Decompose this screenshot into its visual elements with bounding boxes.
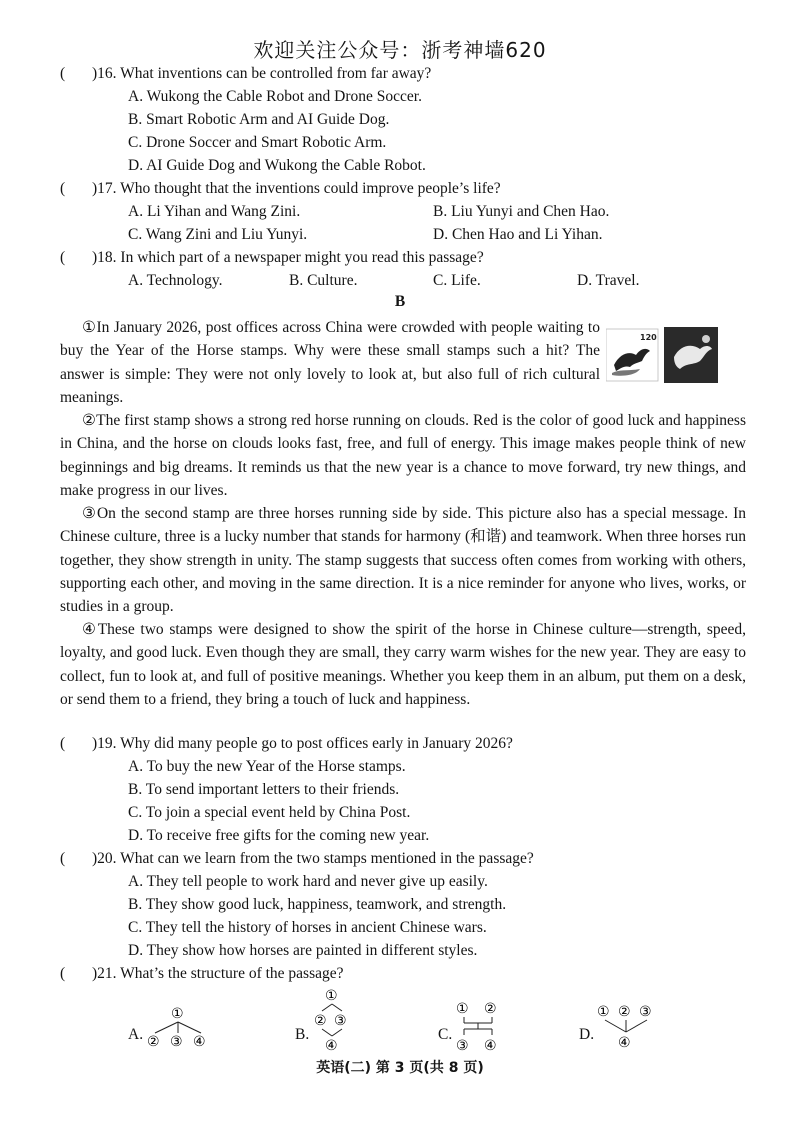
- node-1: ①: [171, 1006, 184, 1022]
- question-21-stem: 21. What’s the structure of the passage?: [97, 965, 344, 982]
- horse-stamps-image: [606, 327, 718, 383]
- page-header: 欢迎关注公众号：浙考神墙620: [253, 38, 547, 62]
- question-17-stem: 17. Who thought that the inventions could improve people’s life?: [97, 180, 501, 197]
- node-2: ②: [147, 1034, 160, 1050]
- q17-option-d: D. Chen Hao and Li Yihan.: [433, 226, 603, 243]
- passage-paragraph-4: ④These two stamps were designed to show the spirit of the horse in Chinese culture—strength, speed, loyalty, and good luck. Even though they are small, they carry warm wishes for the new year. They are easy to collect, fun to look at, and full of positive meanings. Whether you keep them in an album, put them on a desk, or send them to a friend, they bring a touch of luck and happiness.: [60, 621, 746, 708]
- node-4: ④: [193, 1034, 206, 1050]
- q21-option-b-label: B.: [295, 1026, 310, 1043]
- question-17: ( )17. Who thought that the inventions could improve people’s life?: [60, 178, 501, 200]
- question-16: ( )16. What inventions can be controlled from far away?: [60, 63, 431, 85]
- question-20: ( )20. What can we learn from the two stamps mentioned in the passage?: [60, 848, 534, 870]
- q19-option-c: C. To join a special event held by China Post.: [128, 804, 411, 821]
- moon-figure: [702, 335, 710, 343]
- answer-blank[interactable]: (: [60, 180, 66, 197]
- structure-diagram-a: [145, 1002, 215, 1052]
- node-3: ③: [334, 1013, 347, 1029]
- q20-option-d: D. They show how horses are painted in different styles.: [128, 942, 478, 959]
- question-16-stem: 16. What inventions can be controlled from far away?: [97, 65, 432, 82]
- answer-blank[interactable]: (: [60, 249, 66, 266]
- q21-option-c-label: C.: [438, 1026, 453, 1043]
- node-1: ①: [597, 1004, 610, 1020]
- node-2: ②: [484, 1001, 497, 1017]
- structure-diagram-d: [596, 1000, 662, 1052]
- node-1: ①: [325, 988, 338, 1004]
- passage-paragraph-2: ②The first stamp shows a strong red horse running on clouds. Red is the color of good luck and happiness in China, and the horse on clouds looks fast, free, and full of energy. This image makes people think of new beginnings and big dreams. It reminds us that the new year is a chance to move forward, try new things, and make progress in our lives.: [60, 412, 746, 499]
- node-4: ④: [484, 1038, 497, 1054]
- node-4: ④: [618, 1035, 631, 1051]
- q18-option-c: C. Life.: [433, 272, 481, 289]
- q20-option-c: C. They tell the history of horses in ancient Chinese wars.: [128, 919, 487, 936]
- answer-blank[interactable]: (: [60, 850, 66, 867]
- question-18-stem: 18. In which part of a newspaper might you read this passage?: [97, 249, 484, 266]
- structure-diagram-c: [452, 997, 512, 1055]
- answer-blank[interactable]: (: [60, 735, 66, 752]
- q19-option-a: A. To buy the new Year of the Horse stamps.: [128, 758, 406, 775]
- passage-paragraph-3: ③On the second stamp are three horses running side by side. This picture also has a special message. In Chinese culture, three is a lucky number that stands for harmony (和谐) and teamwork. When three horses run together, they show strength in unity. The stamp suggests that success often comes from working with others, supporting each other, and moving in the same direction. It is a nice reminder for anyone who lives, works, or studies in a group.: [60, 505, 746, 616]
- question-20-stem: 20. What can we learn from the two stamps mentioned in the passage?: [97, 850, 534, 867]
- stamp-value: 120: [640, 333, 657, 342]
- q20-option-b: B. They show good luck, happiness, teamwork, and strength.: [128, 896, 507, 913]
- q18-option-a: A. Technology.: [128, 272, 223, 289]
- q16-option-b: B. Smart Robotic Arm and AI Guide Dog.: [128, 111, 390, 128]
- node-4: ④: [325, 1038, 338, 1054]
- q16-option-c: C. Drone Soccer and Smart Robotic Arm.: [128, 134, 387, 151]
- q20-option-a: A. They tell people to work hard and never give up easily.: [128, 873, 488, 890]
- question-18: ( )18. In which part of a newspaper might you read this passage?: [60, 247, 484, 269]
- q21-option-d-label: D.: [579, 1026, 595, 1043]
- question-21: ( )21. What’s the structure of the passage?: [60, 963, 344, 985]
- section-heading: B: [394, 293, 406, 310]
- node-3: ③: [170, 1034, 183, 1050]
- q19-option-b: B. To send important letters to their friends.: [128, 781, 400, 798]
- q17-option-b: B. Liu Yunyi and Chen Hao.: [433, 203, 610, 220]
- node-2: ②: [618, 1004, 631, 1020]
- q17-option-a: A. Li Yihan and Wang Zini.: [128, 203, 301, 220]
- answer-blank[interactable]: (: [60, 65, 66, 82]
- node-3: ③: [456, 1038, 469, 1054]
- q21-option-a-label: A.: [128, 1026, 144, 1043]
- passage-paragraph-1: ①In January 2026, post offices across China were crowded with people waiting to buy the Year of the Horse stamps. Why were these small stamps such a hit? The answer is simple: They were not only lovely to look at, but also full of rich cultural meanings.: [60, 319, 600, 406]
- q18-option-b: B. Culture.: [289, 272, 358, 289]
- question-19: ( )19. Why did many people go to post offices early in January 2026?: [60, 733, 513, 755]
- node-1: ①: [456, 1001, 469, 1017]
- question-19-stem: 19. Why did many people go to post offices early in January 2026?: [97, 735, 513, 752]
- structure-diagram-b: [310, 984, 360, 1054]
- q18-option-d: D. Travel.: [577, 272, 640, 289]
- page-footer: 英语(二) 第 3 页(共 8 页): [316, 1060, 484, 1076]
- q19-option-d: D. To receive free gifts for the coming new year.: [128, 827, 430, 844]
- node-2: ②: [314, 1013, 327, 1029]
- q16-option-a: A. Wukong the Cable Robot and Drone Soccer.: [128, 88, 422, 105]
- node-3: ③: [639, 1004, 652, 1020]
- q16-option-d: D. AI Guide Dog and Wukong the Cable Robot.: [128, 157, 426, 174]
- answer-blank[interactable]: (: [60, 965, 66, 982]
- q17-option-c: C. Wang Zini and Liu Yunyi.: [128, 226, 308, 243]
